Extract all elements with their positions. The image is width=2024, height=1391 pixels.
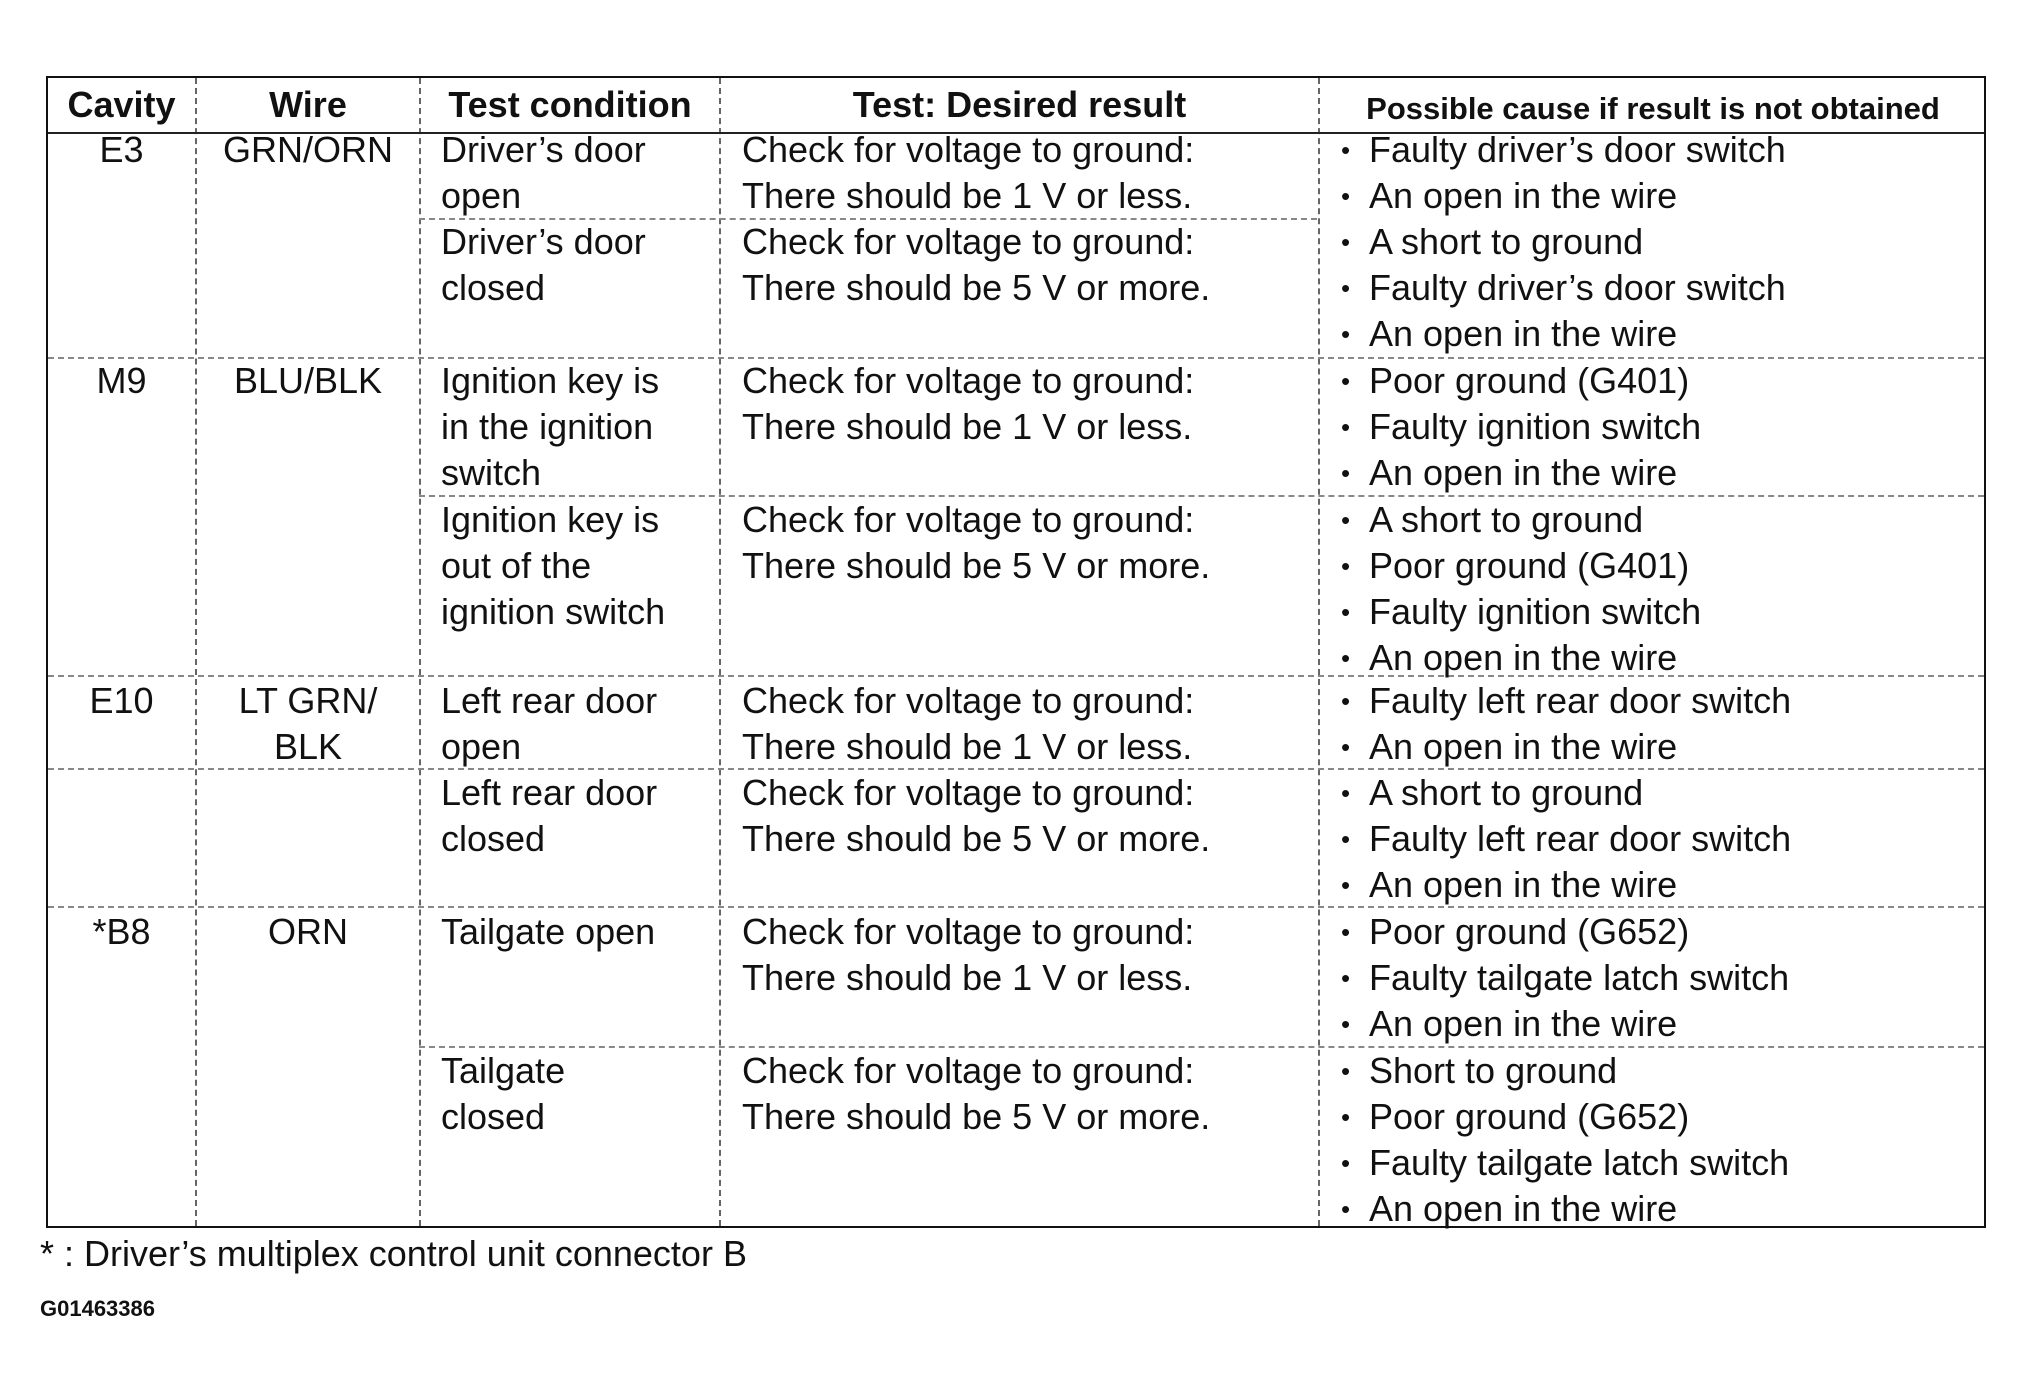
possible-cause-list [1333,770,1791,908]
possible-cause-item: • Faulty left rear door switch [1333,816,1791,862]
possible-cause-item: • A short to ground [1333,219,1786,265]
cavity-cell: *B8 [92,911,151,952]
desired-result: Check for voltage to ground: [742,360,1195,401]
header-test-condition: Test condition [448,84,692,125]
possible-cause-item: • An open in the wire [1333,173,1786,219]
possible-cause-item: • An open in the wire [1333,862,1791,908]
wiring-test-table [46,76,1986,1228]
possible-cause-list [1333,219,1786,357]
possible-cause-item: • An open in the wire [1333,724,1791,770]
possible-cause-item: • Poor ground (G652) [1333,1094,1789,1140]
test-condition: Tailgate [441,1050,566,1091]
test-condition: Left rear door [441,680,658,721]
desired-result: There should be 1 V or less. [742,406,1193,447]
desired-result: Check for voltage to ground: [742,129,1195,170]
possible-cause-item: • Faulty tailgate latch switch [1333,955,1789,1001]
desired-result: Check for voltage to ground: [742,911,1195,952]
possible-cause-item: • Poor ground (G652) [1333,909,1789,955]
possible-cause-list [1333,909,1789,1047]
possible-cause-item: • Faulty left rear door switch [1333,678,1791,724]
desired-result: Check for voltage to ground: [742,680,1195,721]
possible-cause-item: • An open in the wire [1333,450,1701,496]
desired-result: There should be 5 V or more. [742,545,1211,586]
header-cavity: Cavity [67,84,176,125]
figure-code: G01463386 [40,1296,155,1321]
cavity-cell: E3 [99,129,144,170]
test-condition: closed [441,818,546,859]
possible-cause-item: • An open in the wire [1333,635,1701,681]
possible-cause-item: • Faulty ignition switch [1333,589,1701,635]
test-condition: Ignition key is [441,499,660,540]
test-condition: ignition switch [441,591,666,632]
header-wire: Wire [269,84,347,125]
test-condition: in the ignition [441,406,654,447]
possible-cause-item: • An open in the wire [1333,311,1786,357]
test-condition: Left rear door [441,772,658,813]
possible-cause-list [1333,127,1786,219]
table-footnote: * : Driver’s multiplex control unit connector B [40,1233,747,1274]
desired-result: There should be 1 V or less. [742,175,1193,216]
cavity-cell: E10 [89,680,154,721]
desired-result: There should be 1 V or less. [742,726,1193,767]
possible-cause-item: • A short to ground [1333,770,1791,816]
possible-cause-item: • Poor ground (G401) [1333,358,1701,404]
desired-result: There should be 5 V or more. [742,1096,1211,1137]
desired-result: Check for voltage to ground: [742,772,1195,813]
test-condition: Driver’s door [441,129,646,170]
possible-cause-list [1333,678,1791,770]
test-condition: Ignition key is [441,360,660,401]
test-condition: out of the [441,545,592,586]
possible-cause-item: • A short to ground [1333,497,1701,543]
test-condition: Tailgate open [441,911,656,952]
possible-cause-item: • Faulty driver’s door switch [1333,265,1786,311]
column-divider [195,78,197,1226]
wire-cell: ORN [268,911,348,952]
test-condition: Driver’s door [441,221,646,262]
header-desired-result: Test: Desired result [852,84,1187,125]
wire-cell: LT GRN/ [238,680,378,721]
desired-result: There should be 5 V or more. [742,267,1211,308]
desired-result: Check for voltage to ground: [742,499,1195,540]
test-condition: closed [441,267,546,308]
test-condition: switch [441,452,542,493]
wire-cell: BLK [273,726,343,767]
wire-cell: GRN/ORN [223,129,393,170]
column-divider [419,78,421,1226]
possible-cause-item: • Faulty tailgate latch switch [1333,1140,1789,1186]
possible-cause-item: • Faulty driver’s door switch [1333,127,1786,173]
wire-cell: BLU/BLK [233,360,383,401]
column-divider [1318,78,1320,1226]
test-condition: open [441,175,522,216]
test-condition: closed [441,1096,546,1137]
desired-result: There should be 1 V or less. [742,957,1193,998]
header-possible-cause: Possible cause if result is not obtained [1366,91,1940,126]
possible-cause-item: • Faulty ignition switch [1333,404,1701,450]
possible-cause-item: • An open in the wire [1333,1186,1789,1232]
desired-result: Check for voltage to ground: [742,1050,1195,1091]
cavity-cell: M9 [96,360,147,401]
possible-cause-list [1333,497,1701,681]
desired-result: Check for voltage to ground: [742,221,1195,262]
desired-result: There should be 5 V or more. [742,818,1211,859]
possible-cause-item: • Short to ground [1333,1048,1789,1094]
possible-cause-list [1333,358,1701,496]
possible-cause-list [1333,1048,1789,1232]
possible-cause-item: • Poor ground (G401) [1333,543,1701,589]
possible-cause-item: • An open in the wire [1333,1001,1789,1047]
column-divider [719,78,721,1226]
test-condition: open [441,726,522,767]
